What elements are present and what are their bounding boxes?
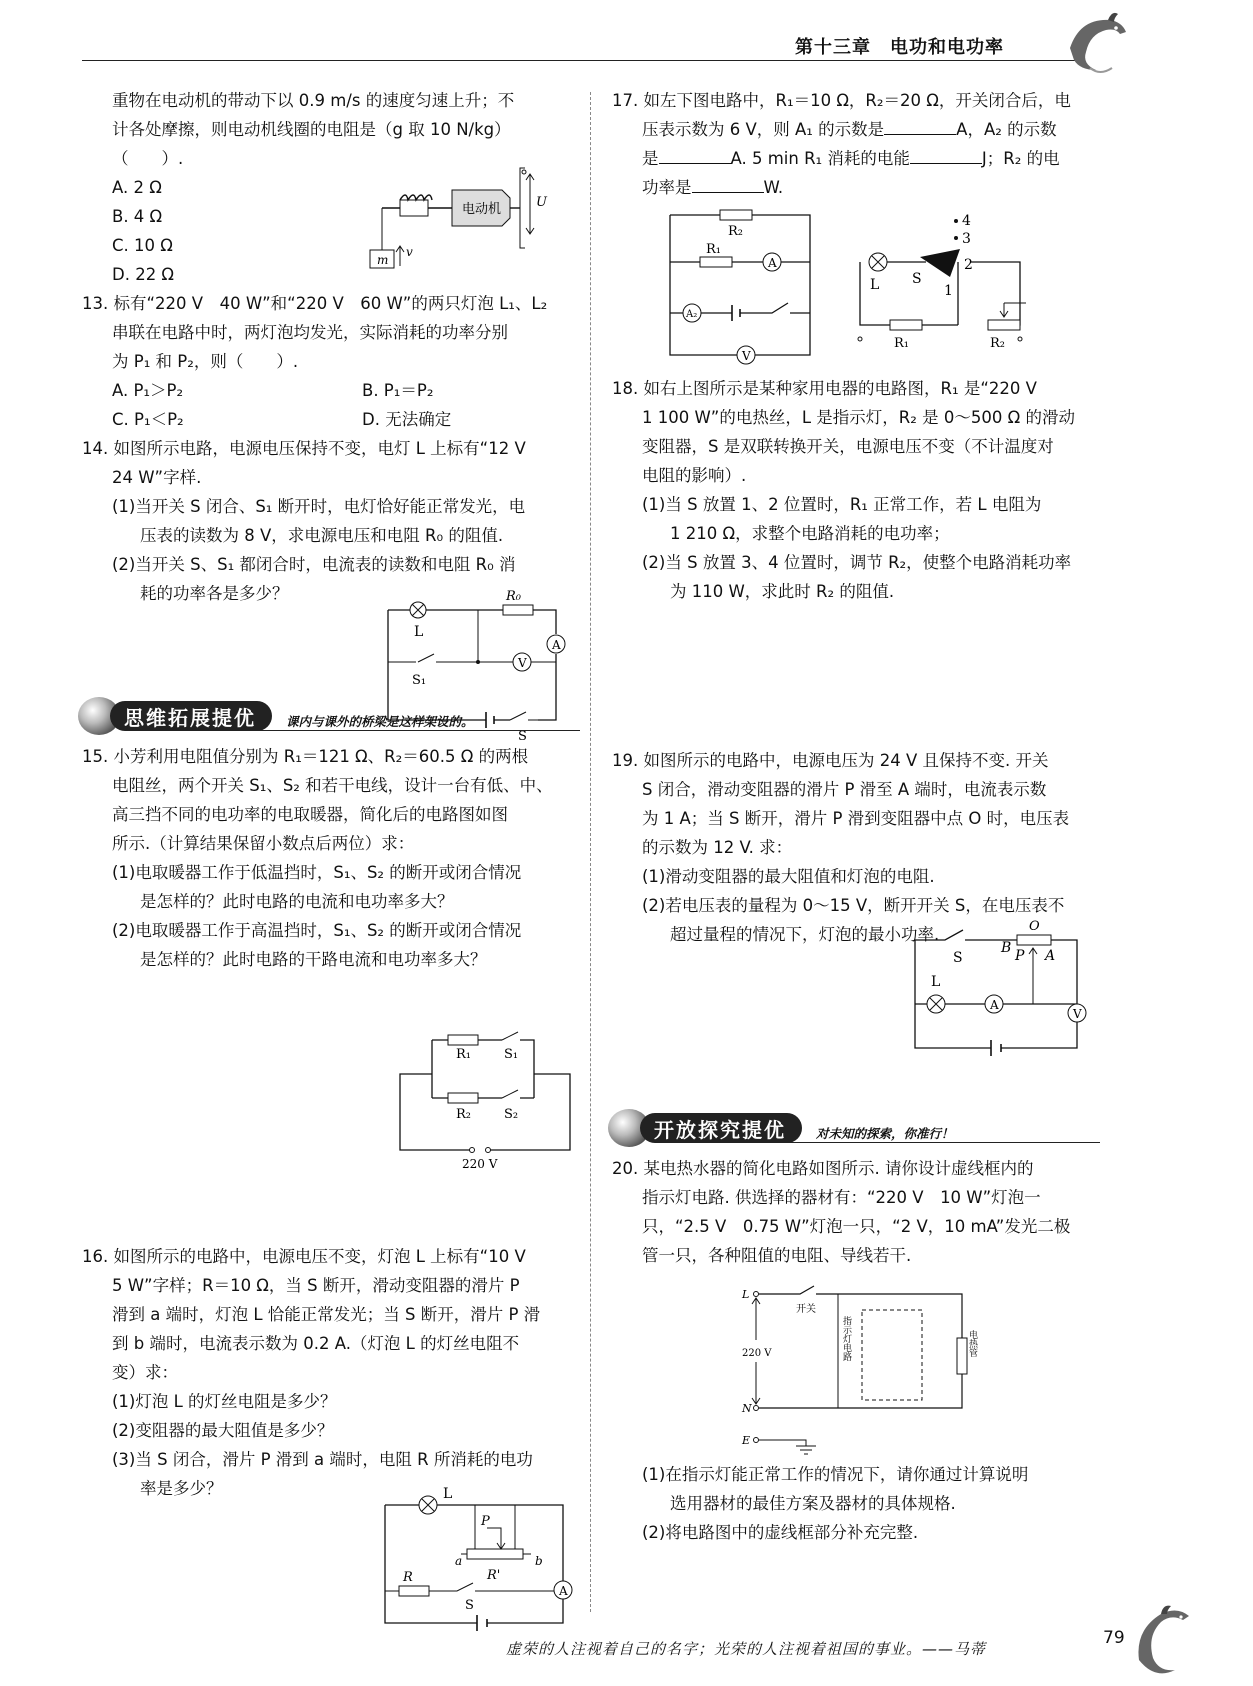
svg-text:S₁: S₁ [504,1047,519,1062]
svg-text:指示灯电路: 指示灯电路 [841,1316,851,1361]
svg-text:A: A [990,998,999,1012]
svg-text:E: E [742,1434,751,1447]
motor-figure [377,176,580,296]
svg-text:B: B [1001,940,1012,956]
svg-text:L: L [414,624,424,640]
svg-text:220 V: 220 V [742,1348,772,1359]
svg-text:2: 2 [964,257,973,273]
question-14: 14. 如图所示电路，电源电压保持不变，电灯 L 上标有“12 V 24 W”字样. (1)当开关 S 闭合、S₁ 断开时，电灯恰好能正常发光，电 压表的读数为 8 V，求电源电压和电阻 R₀ 的阻值. (2)当开关 S、S₁ 都闭合时，电流表的读数和电阻 R₀ 消 耗的功率各是多少？ [82,439,526,603]
question-18: 18. 如右上图所示是某种家用电器的电路图，R₁ 是“220 V 1 100 W”的电热丝，L 是指示灯，R₂ 是 0～500 Ω 的滑动 变阻器，S 是双联转换开关，电源电压不变（不计温度对 电阻的影响）. (1)当 S 放置 1、2 位置时，R₁ 正常工作，若 L 电阻为 1 210 Ω，求整个电路消耗的电功率； (2)当 S 放置 3、4 位置时，调节 R₂，使整个电路消耗功率 为 110 W，求此时 R₂ 的阻值. [612,379,1075,601]
question-20: 20. 某电热水器的简化电路如图所示. 请你设计虚线框内的 指示灯电路. 供选择的器材有：“220 V 10 W”灯泡一 只，“2.5 V 0.75 W”灯泡一只，“2 V，10 mA”发光二极 管一只，各种阻值的电阻、导线若干. [612,1159,1071,1265]
svg-text:S: S [953,950,963,966]
svg-text:R₂: R₂ [728,224,743,239]
svg-text:R': R' [487,1568,501,1583]
svg-text:电热管: 电热管 [967,1330,977,1357]
answer-blank[interactable] [659,147,731,164]
answer-blank[interactable] [910,147,982,164]
svg-text:1: 1 [944,283,953,299]
svg-text:S: S [912,271,922,287]
svg-text:A: A [552,638,561,652]
svg-text:U: U [536,195,547,210]
q16-circuit [375,1483,575,1633]
question-19: 19. 如图所示的电路中，电源电压为 24 V 且保持不变. 开关 S 闭合，滑动变阻器的滑片 P 滑至 A 端时，电流表示数 为 1 A；当 S 断开，滑片 P 滑到变阻器中点 O 时，电压表 的示数为 12 V. 求： (1)滑动变阻器的最大阻值和灯泡的电阻. (2)若电压表的量程为 0～15 V，断开开关 S，在电压表不 超过量程的情况下，灯泡的最小功率. [612,751,1070,944]
dolphin-icon [1060,8,1140,78]
svg-text:A: A [768,256,777,270]
svg-text:S: S [518,729,527,744]
svg-text:A₂: A₂ [686,309,698,320]
svg-text:P: P [1015,948,1025,964]
question-13: 13. 标有“220 V 40 W”和“220 V 60 W”的两只灯泡 L₁、L₂ 串联在电路中时，两灯泡均发光，实际消耗的功率分别 为 P₁ 和 P₂，则（ ）. A. P₁＞P₂ B. P₁＝P₂ C. P₁＜P₂ D. 无法确定 [82,294,548,429]
svg-text:S₂: S₂ [504,1107,519,1122]
svg-text:R₂: R₂ [990,336,1005,351]
q12-continuation: 重物在电动机的带动下以 0.9 m/s 的速度匀速上升；不 计各处摩擦，则电动机线圈的电阻是（g 取 10 N/kg） （ ）. A. 2 Ω B. 4 Ω C. 10 Ω D. 22 Ω [82,86,572,289]
svg-text:R₂: R₂ [456,1107,471,1122]
svg-text:L: L [870,277,880,293]
q20-circuit [738,1280,978,1450]
svg-text:220 V: 220 V [462,1157,498,1171]
question-15: 15. 小芳利用电阻值分别为 R₁＝121 Ω、R₂＝60.5 Ω 的两根 电阻丝，两个开关 S₁、S₂ 和若干电线，设计一台有低、中、 高三挡不同的电功率的电取暖器，简化后的电路图如图 所示.（计算结果保留小数点后两位）求： (1)电取暖器工作于低温挡时，S₁、S₂ 的断开或闭合情况 是怎样的？此时电路的电流和电功率多大？ (2)电取暖器工作于高温挡时，S₁、S₂ 的断开或闭合情况 是怎样的？此时电路的干路电流和电功率多大？ [82,747,553,969]
svg-text:L: L [443,1486,453,1502]
svg-text:V: V [518,656,527,670]
dolphin-icon [1125,1600,1205,1680]
page-number: 79 [1103,1628,1125,1648]
svg-text:R₁: R₁ [894,336,909,351]
svg-text:电动机: 电动机 [462,202,502,217]
option-a: A. 2 Ω [112,178,162,197]
svg-text:O: O [1029,919,1040,934]
svg-text:L: L [931,974,941,990]
answer-blank[interactable] [692,176,764,193]
svg-text:S₁: S₁ [412,673,427,688]
svg-text:S: S [465,1598,474,1613]
svg-text:开关: 开关 [796,1304,816,1315]
section-badge-open-inquiry: 开放探究提优 对未知的探索，你准行！ [608,1109,954,1147]
svg-text:V: V [1073,1007,1082,1021]
option-c: C. 10 Ω [112,236,173,255]
section-badge-thinking: 思维拓展提优 课内与课外的桥梁是这样架设的。 [78,697,474,735]
svg-text:v: v [406,245,413,259]
svg-text:4: 4 [962,213,971,229]
q19-circuit [905,920,1105,1050]
footer-quote: 虚荣的人注视着自己的名字；光荣的人注视着祖国的事业。——马蒂 [506,1640,987,1658]
svg-text:m: m [377,253,389,267]
chapter-title: 第十三章 电功和电功率 [795,37,1004,58]
svg-text:A: A [559,1584,568,1598]
svg-text:A: A [1045,948,1056,964]
svg-text:a: a [455,1554,463,1568]
q15-circuit [390,1030,580,1170]
svg-text:b: b [535,1554,543,1568]
question-20-subs: (1)在指示灯能正常工作的情况下，请你通过计算说明 选用器材的最佳方案及器材的具体规格. (2)将电路图中的虚线框部分补充完整. [642,1465,1029,1542]
q17-circuit [660,205,830,365]
option-d: D. 22 Ω [112,265,175,284]
question-16: 16. 如图所示的电路中，电源电压不变，灯泡 L 上标有“10 V 5 W”字样；R＝10 Ω，当 S 断开，滑动变阻器的滑片 P 滑到 a 端时，灯泡 L 恰能正常发光；当 S 断开，滑片 P 滑 到 b 端时，电流表示数为 0.2 A.（灯泡 L 的灯丝电阻不 变）求： (1)灯泡 L 的灯丝电阻是多少？ (2)变阻器的最大阻值是多少？ (3)当 S 闭合，滑片 P 滑到 a 端时，电阻 R 所消耗的电功 率是多少？ [82,1247,541,1498]
svg-text:R₁: R₁ [706,242,721,257]
svg-text:R₁: R₁ [456,1047,471,1062]
svg-text:P: P [481,1514,490,1529]
header-rule [82,60,1082,61]
svg-text:R: R [403,1570,413,1585]
svg-text:N: N [742,1402,752,1415]
svg-text:R₀: R₀ [506,589,521,604]
question-17: 17. 如左下图电路中，R₁＝10 Ω，R₂＝20 Ω，开关闭合后，电 压表示数为 6 V，则 A₁ 的示数是 A，A₂ 的示数 是 A. 5 min R₁ 消耗的电能 J；R₂ 的电 功率是 W. [612,91,1071,197]
svg-text:3: 3 [962,231,971,247]
q18-circuit [850,205,1050,365]
answer-blank[interactable] [884,118,956,135]
column-divider [590,92,591,1612]
option-b: B. 4 Ω [112,207,163,226]
svg-text:V: V [742,349,751,363]
svg-text:L: L [742,1288,750,1301]
